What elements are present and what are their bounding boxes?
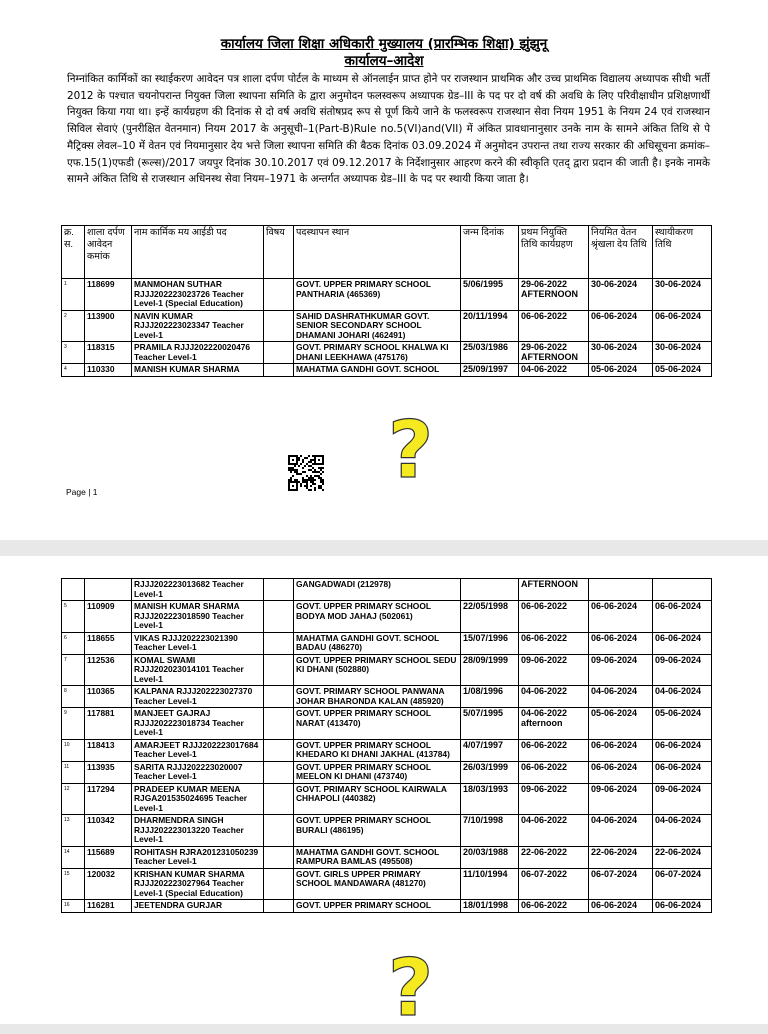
cell-app: 112536 [85,654,132,686]
cell-dob: 15/07/1996 [461,632,519,654]
table-row [62,783,712,815]
cell-dob: 18/01/1998 [461,900,519,913]
table-row [62,686,712,708]
column-header: पदस्थापन स्थान [294,226,461,279]
cell-dob: 4/07/1997 [461,739,519,761]
cell-school: GOVT. PRIMARY SCHOOL KAIRWALA CHHAPOLI (440382) [294,783,461,815]
cell-dob: 11/10/1994 [461,868,519,900]
cell-perm: 04-06-2024 [653,815,712,847]
cell-sr: 13 [62,815,85,847]
cell-subject [264,654,294,686]
cell-name: VIKAS RJJJ202223021390 Teacher Level-1 [132,632,264,654]
cell-school: GOVT. UPPER PRIMARY SCHOOL MEELON KI DHANI (473740) [294,761,461,783]
cell-sr: 16 [62,900,85,913]
cell-app: 113900 [85,310,132,342]
cell-app: 120032 [85,868,132,900]
cell-name: DHARMENDRA SINGH RJJJ202223013220 Teacher Level-1 [132,815,264,847]
cell-join: 04-06-2022 [519,686,589,708]
column-header: शाला दर्पण आवेदन कमांक [85,226,132,279]
column-header: नियमित वेतन श्रृंखला देय तिथि [589,226,653,279]
cell-school: MAHATMA GANDHI GOVT. SCHOOL BADAU (486270) [294,632,461,654]
cell-join: AFTERNOON [519,579,589,601]
cell-join: 22-06-2022 [519,846,589,868]
cell-pay [589,579,653,601]
table-row [62,279,712,311]
cell-perm: 06-06-2024 [653,310,712,342]
cell-join: 29-06-2022 AFTERNOON [519,279,589,311]
cell-perm: 06-06-2024 [653,739,712,761]
order-body-text: निम्नांकित कार्मिकों का स्थाईकरण आवेदन पत्र शाला दर्पण पोर्टल के माध्यम से ऑनलाईन प्राप्त होने पर राजस्थान प्राथमिक और उच्च प्राथमिक विद्यालय अध्यापक सीधी भर्ती 2012 के पश्चात चयनोपरान्त नियुक्त जिला स्थापना समिति के द्वारा अनुमोदन फलस्वरूप अध्यापक ग्रेड–III के पद पर दो वर्ष की अवधि के लिए परिवीक्षाधीन प्रशिक्षणार्थी नियुक्त किया गया था। इन्हें कार्यग्रहण की दिनांक से दो वर्ष अवधि संतोषप्रद रूप से पूर्ण किये जाने के फलस्वरूप राजस्थान सेवा नियम 1951 के नियम 24 एवं राजस्थान सिविल सेवाएं (पुनरीक्षित वेतनमान) नियम 2017 के अनुसूची–1(Part-B)Rule no.5(VI)and(VII) में अंकित प्रावधानानुसार उनके नाम के सामने अंकित तिथि से पे मैट्रिक्स लेवल–10 में वेतन एवं नियमानुसार देय भत्ते जिला स्थापना समिति की बैठक दिनांक 03.09.2024 में अनुमोदन उपरान्त तथा राज्य सरकार की अधिसूचना क्रमांक–एफ.15(1)एफडी (रूल्स)/2017 जयपुर दिनांक 30.10.2017 एवं 09.12.2017 के निर्देशानुसार आहरण करने की स्वीकृति एतद् द्वारा प्रदान की जाती है। इनके नामके सामने अंकित तिथि से राजस्थान अधिनस्थ सेवा नियम–1971 के अन्तर्गत अध्यापक ग्रेड–III के पद पर स्थायी किया जाता है। [67,73,710,186]
qr-code-icon [288,455,324,491]
cell-dob: 18/03/1993 [461,783,519,815]
cell-dob: 5/07/1995 [461,708,519,740]
cell-subject [264,739,294,761]
cell-dob: 5/06/1995 [461,279,519,311]
cell-school: GOVT. UPPER PRIMARY SCHOOL BODYA MOD JAHAJ (502061) [294,601,461,633]
cell-name: KALPANA RJJJ202223027370 Teacher Level-1 [132,686,264,708]
cell-school: SAHID DASHRATHKUMAR GOVT. SENIOR SECONDARY SCHOOL DHAMANI JOHARI (462491) [294,310,461,342]
cell-name: MANJEET GAJRAJ RJJJ202223018734 Teacher Level-1 [132,708,264,740]
table-row [62,708,712,740]
cell-school: GOVT. UPPER PRIMARY SCHOOL BURALI (486195) [294,815,461,847]
cell-subject [264,364,294,377]
cell-name: MANISH KUMAR SHARMA RJJJ202223018590 Teacher Level-1 [132,601,264,633]
cell-join: 06-06-2022 [519,900,589,913]
cell-app: 117881 [85,708,132,740]
cell-name: PRAMILA RJJJ202220020476 Teacher Level-1 [132,342,264,364]
cell-sr: 14 [62,846,85,868]
cell-name: RJJJ202223013682 Teacher Level-1 [132,579,264,601]
cell-perm: 30-06-2024 [653,342,712,364]
cell-join: 06-06-2022 [519,632,589,654]
table-row [62,739,712,761]
cell-dob: 25/03/1986 [461,342,519,364]
cell-sr: 10 [62,739,85,761]
cell-app: 118655 [85,632,132,654]
cell-app: 118413 [85,739,132,761]
cell-name: KRISHAN KUMAR SHARMA RJJJ202223027964 Teacher Level-1 (Special Education) [132,868,264,900]
cell-app [85,579,132,601]
column-header: प्रथम नियुक्ति तिथि कार्यग्रहण [519,226,589,279]
cell-school: MAHATMA GANDHI GOVT. SCHOOL [294,364,461,377]
cell-name: NAVIN KUMAR RJJJ202223023347 Teacher Level-1 [132,310,264,342]
cell-subject [264,783,294,815]
question-mark-icon: ? [388,406,434,496]
column-header: विषय [264,226,294,279]
cell-perm [653,579,712,601]
cell-subject [264,900,294,913]
staff-table-page-2 [61,578,712,913]
table-row [62,364,712,377]
cell-school: GOVT. UPPER PRIMARY SCHOOL SEDU KI DHANI (502880) [294,654,461,686]
cell-join: 06-06-2022 [519,761,589,783]
table-row [62,846,712,868]
cell-app: 110909 [85,601,132,633]
cell-dob: 25/09/1997 [461,364,519,377]
cell-school: GOVT. PRIMARY SCHOOL KHALWA KI DHANI LEEKHAWA (475176) [294,342,461,364]
table-row [62,654,712,686]
cell-perm: 09-06-2024 [653,783,712,815]
cell-school: GOVT. GIRLS UPPER PRIMARY SCHOOL MANDAWARA (481270) [294,868,461,900]
cell-sr: 8 [62,686,85,708]
table-row [62,900,712,913]
cell-sr: 11 [62,761,85,783]
cell-perm: 05-06-2024 [653,708,712,740]
cell-perm: 04-06-2024 [653,686,712,708]
cell-school: GOVT. UPPER PRIMARY SCHOOL KHEDARO KI DHANI JAKHAL (413784) [294,739,461,761]
cell-join: 06-06-2022 [519,310,589,342]
cell-subject [264,579,294,601]
column-header: नाम कार्मिक मय आईडी पद [132,226,264,279]
cell-subject [264,761,294,783]
cell-sr: 9 [62,708,85,740]
cell-pay: 09-06-2024 [589,783,653,815]
cell-subject [264,601,294,633]
cell-subject [264,686,294,708]
cell-school: GOVT. UPPER PRIMARY SCHOOL [294,900,461,913]
cell-join: 09-06-2022 [519,654,589,686]
cell-perm: 30-06-2024 [653,279,712,311]
cell-perm: 06-06-2024 [653,601,712,633]
cell-pay: 22-06-2024 [589,846,653,868]
cell-name: PRADEEP KUMAR MEENA RJGA201535024695 Teacher Level-1 [132,783,264,815]
cell-subject [264,632,294,654]
question-mark-icon: ? [388,944,434,1034]
cell-sr: 3 [62,342,85,364]
cell-join: 06-06-2022 [519,739,589,761]
cell-dob: 20/11/1994 [461,310,519,342]
cell-sr: 7 [62,654,85,686]
cell-pay: 05-06-2024 [589,708,653,740]
cell-sr: 15 [62,868,85,900]
table-header-row [62,226,712,279]
cell-join: 04-06-2022 [519,815,589,847]
column-header: स्थायीकरण तिथि [653,226,712,279]
cell-pay: 06-06-2024 [589,310,653,342]
cell-pay: 04-06-2024 [589,686,653,708]
table-row [62,579,712,601]
cell-join: 06-06-2022 [519,601,589,633]
table-row [62,761,712,783]
cell-app: 110330 [85,364,132,377]
column-header: क्र. स. [62,226,85,279]
cell-name: MANISH KUMAR SHARMA [132,364,264,377]
cell-dob: 28/09/1999 [461,654,519,686]
cell-school: MAHATMA GANDHI GOVT. SCHOOL RAMPURA BAMLAS (495508) [294,846,461,868]
table-row [62,342,712,364]
cell-perm: 09-06-2024 [653,654,712,686]
cell-sr: 2 [62,310,85,342]
cell-name: AMARJEET RJJJ202223017684 Teacher Level-1 [132,739,264,761]
cell-join: 04-06-2022 [519,364,589,377]
column-header: जन्म दिनांक [461,226,519,279]
cell-subject [264,279,294,311]
cell-name: JEETENDRA GURJAR [132,900,264,913]
table-row [62,601,712,633]
cell-app: 110365 [85,686,132,708]
cell-pay: 30-06-2024 [589,342,653,364]
cell-subject [264,342,294,364]
cell-app: 115689 [85,846,132,868]
cell-perm: 05-06-2024 [653,364,712,377]
cell-pay: 30-06-2024 [589,279,653,311]
cell-app: 118699 [85,279,132,311]
cell-app: 116281 [85,900,132,913]
cell-dob: 22/05/1998 [461,601,519,633]
cell-subject [264,868,294,900]
staff-table-page-1 [61,225,712,377]
cell-sr: 5 [62,601,85,633]
cell-subject [264,815,294,847]
cell-name: SARITA RJJJ202223020007 Teacher Level-1 [132,761,264,783]
cell-dob: 26/03/1999 [461,761,519,783]
cell-pay: 06-06-2024 [589,601,653,633]
cell-subject [264,708,294,740]
cell-school: GOVT. UPPER PRIMARY SCHOOL NARAT (413470) [294,708,461,740]
cell-pay: 04-06-2024 [589,815,653,847]
cell-perm: 06-06-2024 [653,900,712,913]
cell-dob: 20/03/1988 [461,846,519,868]
cell-perm: 22-06-2024 [653,846,712,868]
cell-name: MANMOHAN SUTHAR RJJJ202223023726 Teacher Level-1 (Special Education) [132,279,264,311]
cell-pay: 05-06-2024 [589,364,653,377]
cell-join: 06-07-2022 [519,868,589,900]
cell-app: 113935 [85,761,132,783]
cell-perm: 06-06-2024 [653,761,712,783]
office-heading: कार्यालय जिला शिक्षा अधिकारी मुख्यालय (प्रारम्भिक शिक्षा) झुंझुनू [220,36,548,52]
cell-dob [461,579,519,601]
cell-dob: 1/08/1996 [461,686,519,708]
cell-school: GOVT. PRIMARY SCHOOL PANWANA JOHAR BHARONDA KALAN (485920) [294,686,461,708]
cell-sr: 6 [62,632,85,654]
cell-app: 110342 [85,815,132,847]
cell-join: 29-06-2022 AFTERNOON [519,342,589,364]
table-row [62,815,712,847]
cell-name: ROHITASH RJRA201231050239 Teacher Level-1 [132,846,264,868]
cell-dob: 7/10/1998 [461,815,519,847]
cell-app: 118315 [85,342,132,364]
page-number: Page | 1 [66,487,98,497]
cell-subject [264,310,294,342]
cell-pay: 09-06-2024 [589,654,653,686]
cell-perm: 06-07-2024 [653,868,712,900]
table-row [62,632,712,654]
cell-join: 04-06-2022 afternoon [519,708,589,740]
cell-sr: 12 [62,783,85,815]
cell-name: KOMAL SWAMI RJJJ202023014101 Teacher Level-1 [132,654,264,686]
cell-pay: 06-06-2024 [589,739,653,761]
cell-school: GOVT. UPPER PRIMARY SCHOOL PANTHARIA (465369) [294,279,461,311]
cell-app: 117294 [85,783,132,815]
cell-pay: 06-06-2024 [589,900,653,913]
cell-school: GANGADWADI (212978) [294,579,461,601]
cell-sr: 1 [62,279,85,311]
cell-perm: 06-06-2024 [653,632,712,654]
cell-pay: 06-07-2024 [589,868,653,900]
table-row [62,310,712,342]
cell-pay: 06-06-2024 [589,632,653,654]
order-title: कार्यालय–आदेश [344,53,424,69]
cell-sr [62,579,85,601]
cell-pay: 06-06-2024 [589,761,653,783]
cell-join: 09-06-2022 [519,783,589,815]
cell-subject [264,846,294,868]
cell-sr: 4 [62,364,85,377]
table-row [62,868,712,900]
